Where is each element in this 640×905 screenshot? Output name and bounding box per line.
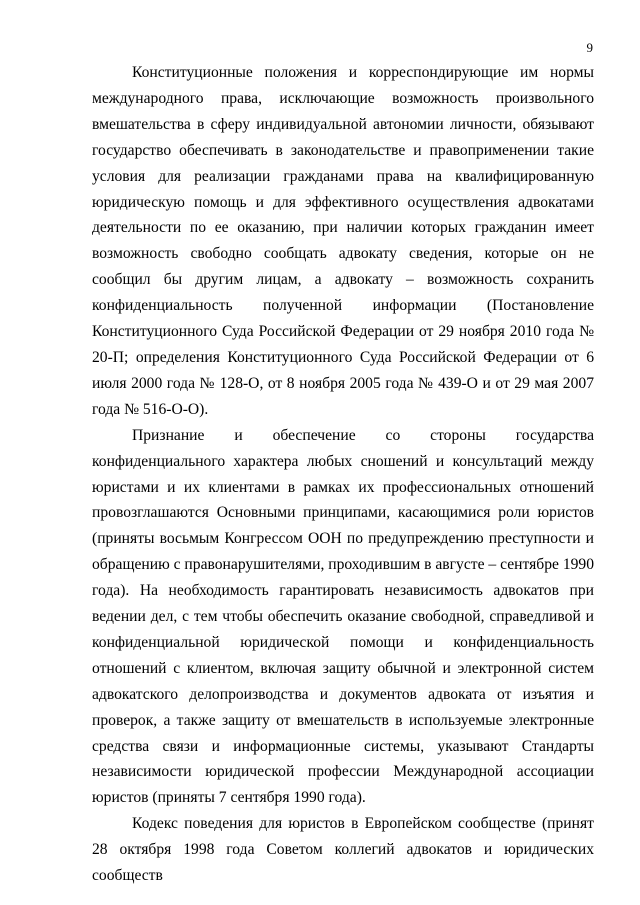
document-body (92, 60, 594, 889)
paragraph-code-of-conduct: Кодекс поведения для юристов в Европейском сообществе (принят 28 октября 1998 года Советом коллегий адвокатов и юридических сообществ (92, 815, 594, 885)
page-number: 9 (586, 40, 593, 55)
paragraph-constitutional-provisions: Конституционные положения и корреспондирующие им нормы международного права, исключающие возможность произвольного вмешательства в сферу индивидуальной автономии личности, обязывают государство обеспечивать в законодательстве и правоприменении такие условия для реализации гражданами права на квалифицированную юридическую помощь и для эффективного осуществления адвокатами деятельности по ее оказанию, при наличии которых гражданин имеет возможность свободно сообщать адвокату сведения, которые он не сообщил бы другим лицам, а адвокату – возможность сохранить конфиденциальность полученной информации (Постановление Конституционного Суда Российской Федерации от 29 ноября 2010 года № 20-П; определения Конституционного Суда Российской Федерации от 6 июля 2000 года № 128-О, от 8 ноября 2005 года № 439-О и от 29 мая 2007 года № 516-О-О). (92, 64, 594, 418)
paragraph-confidentiality-recognition: Признание и обеспечение со стороны государства конфиденциального характера любых сношений и консультаций между юристами и их клиентами в рамках их профессиональных отношений провозглашаются Основными принципами, касающимися роли юристов (приняты восьмым Конгрессом ООН по предупреждению преступности и обращению с правонарушителями, проходившим в августе – сентябре 1990 года). На необходимость гарантировать независимость адвокатов при ведении дел, с тем чтобы обеспечить оказание свободной, справедливой и конфиденциальной юридической помощи и конфиденциальность отношений с клиентом, включая защиту обычной и электронной систем адвокатского делопроизводства и документов адвоката от изъятия и проверок, а также защиту от вмешательств в используемые электронные средства связи и информационные системы, указывают Стандарты независимости юридической профессии Международной ассоциации юристов (приняты 7 сентября 1990 года). (92, 426, 595, 807)
